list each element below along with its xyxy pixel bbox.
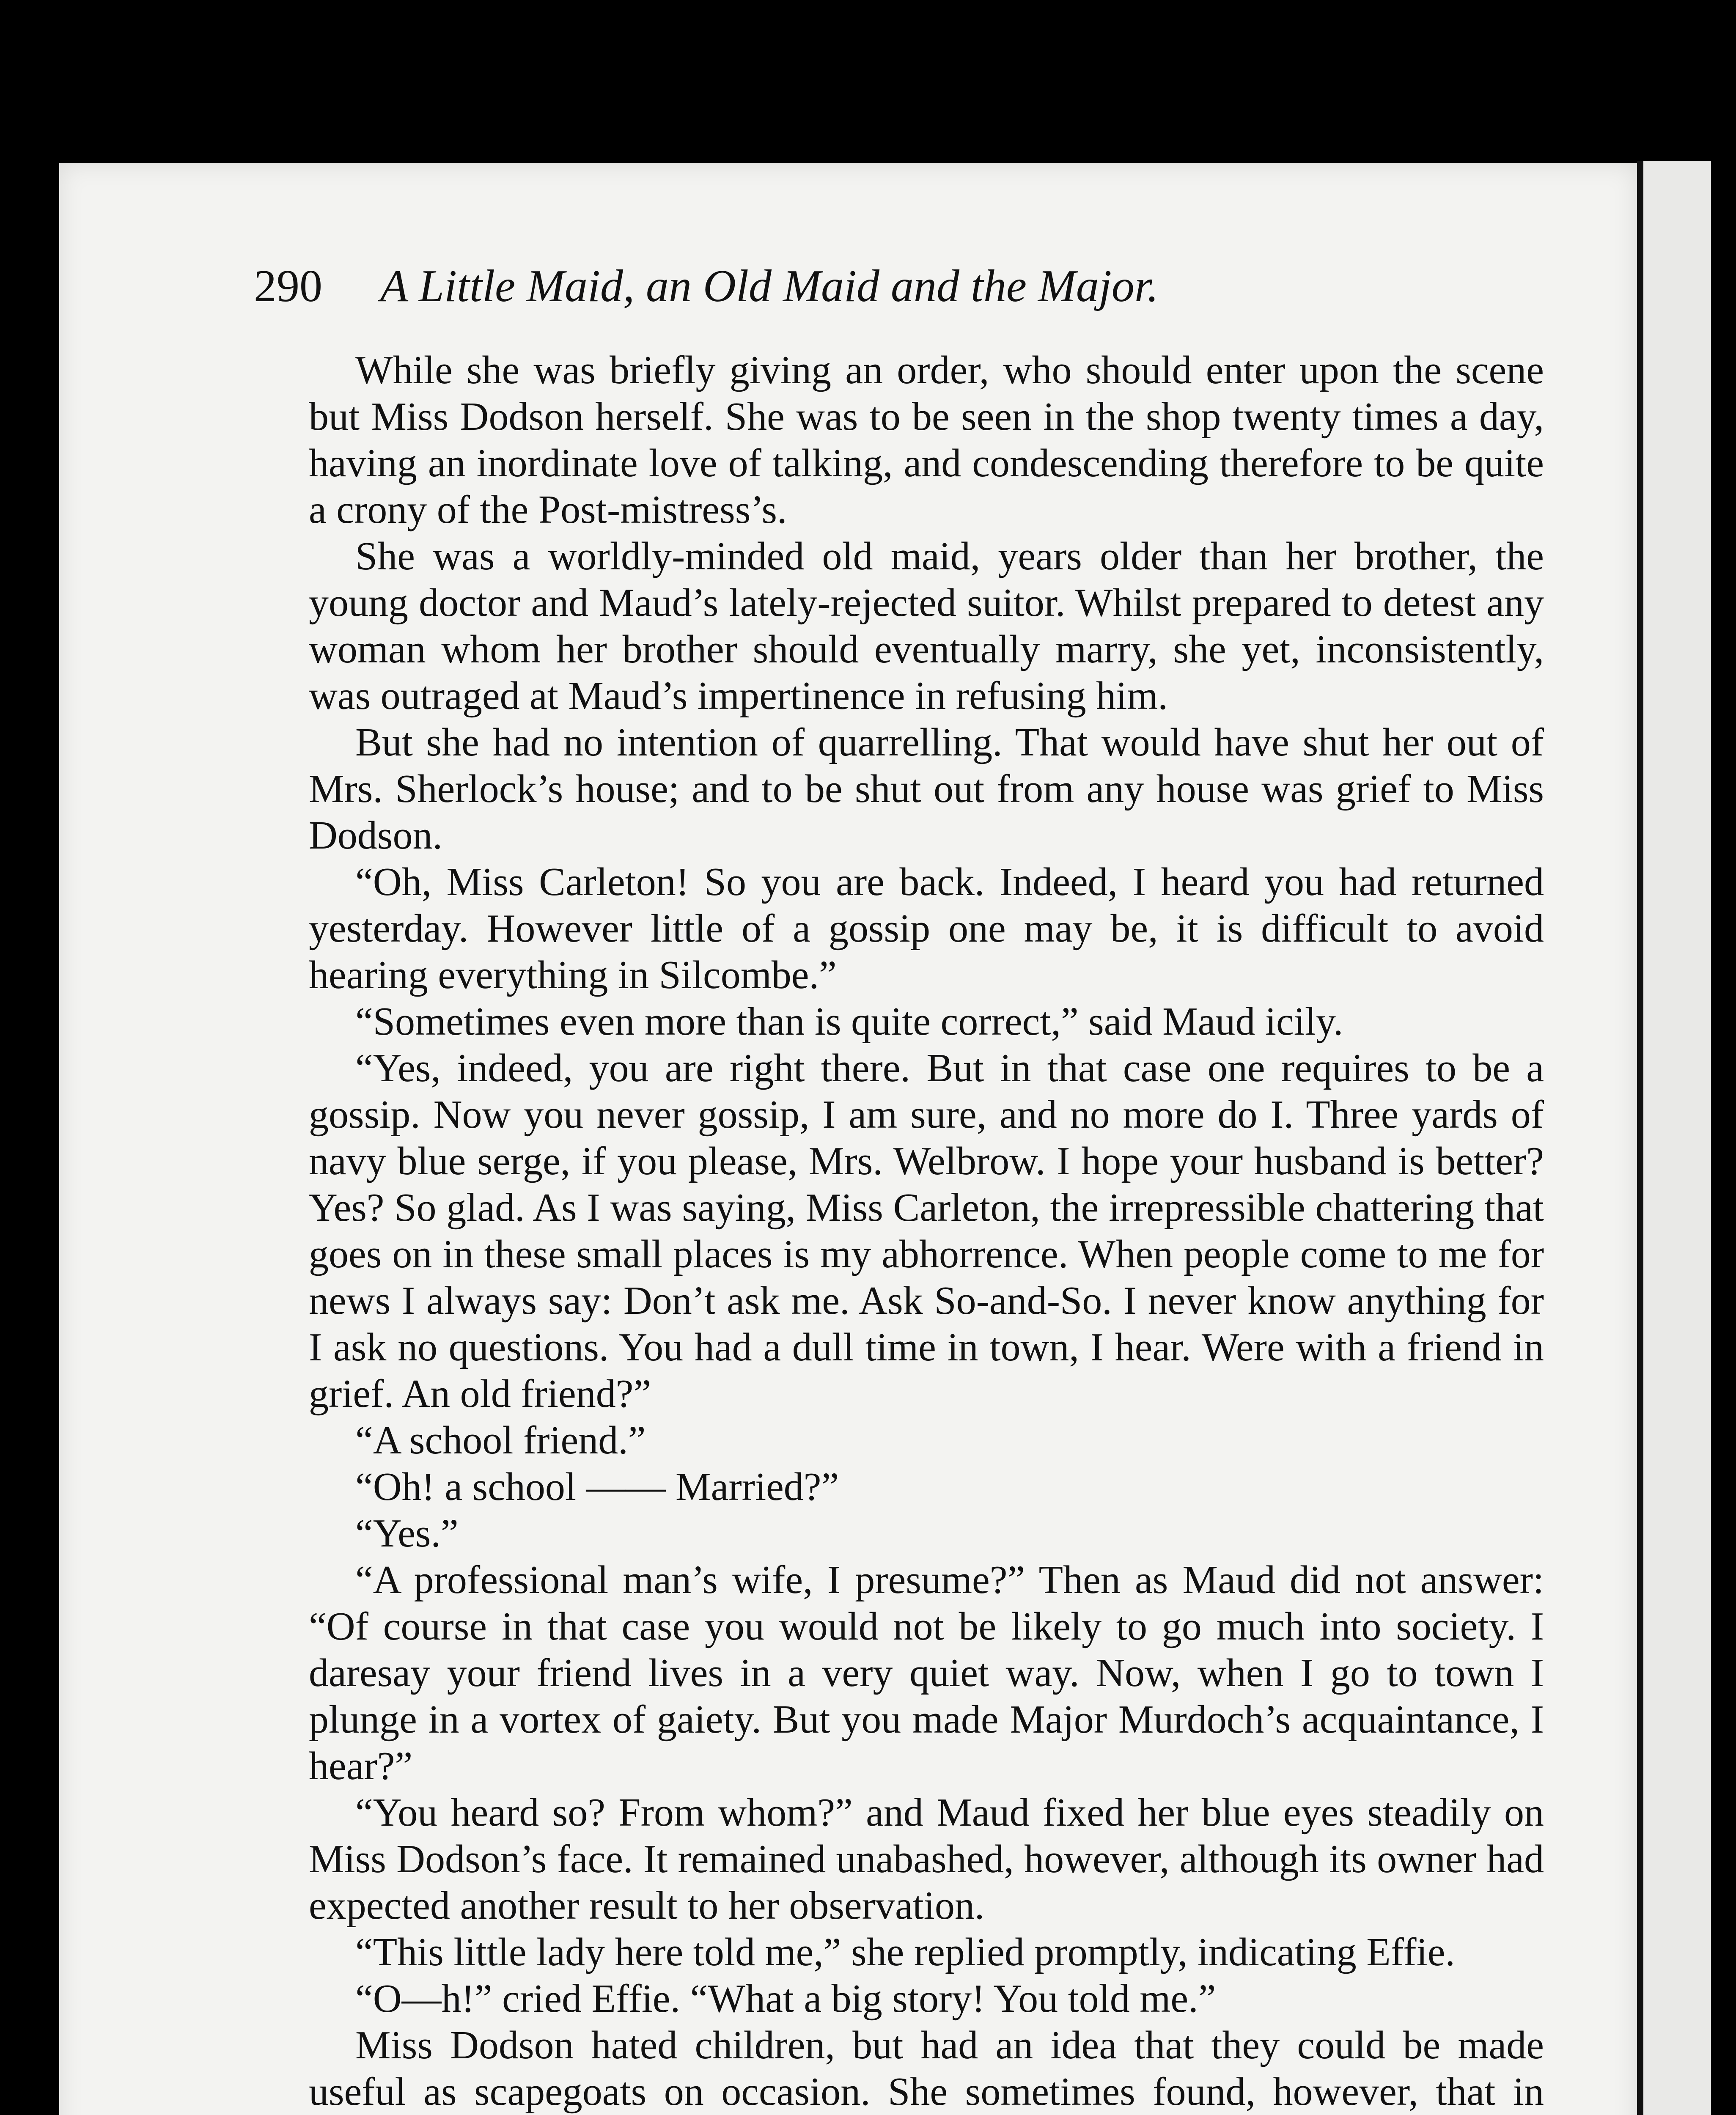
paragraph: But she had no intention of quarrelling. That would have shut her out of Mrs. Sherlock’s house; and to be shut out from any house was grief to Miss Dodson. <box>309 720 1544 857</box>
paragraph: “This little lady here told me,” she replied promptly, indicating Effie. <box>355 1930 1455 1974</box>
running-header <box>254 260 1396 313</box>
facing-page-edge <box>1643 161 1711 2115</box>
running-title: A Little Maid, an Old Maid and the Major. <box>380 261 1159 311</box>
paragraph: “Oh, Miss Carleton! So you are back. Indeed, I heard you had returned yesterday. However little of a gossip one may be, it is difficult to avoid hearing everything in Silcombe.” <box>309 860 1544 997</box>
paragraph: “Oh! a school —— Married?” <box>355 1465 839 1509</box>
body-text <box>309 347 1544 2115</box>
paragraph: “Yes, indeed, you are right there. But in that case one requires to be a gossip. Now you never gossip, I am sure, and no more do I. Three yards of navy blue serge, if you please, Mrs. Welbrow. I hope your husband is better? Yes? So glad. As I was saying, Miss Carleton, the irrepressible chattering that goes on in these small places is my abhorrence. When people come to me for news I always say: Don’t ask me. Ask So-and-So. I never know anything for I ask no questions. You had a dull time in town, I hear. Were with a friend in grief. An old friend?” <box>309 1046 1544 1416</box>
paragraph: “A school friend.” <box>355 1418 646 1462</box>
paragraph: “O—h!” cried Effie. “What a big story! You told me.” <box>355 1977 1216 2021</box>
paragraph: While she was briefly giving an order, who should enter upon the scene but Miss Dodson herself. She was to be seen in the shop twenty times a day, having an inordinate love of talking, and condescending therefore to be quite a crony of the Post-mistress’s. <box>309 348 1544 532</box>
paragraph: “A professional man’s wife, I presume?” Then as Maud did not answer: “Of course in that case you would not be likely to go much into society. I daresay your friend lives in a very quiet way. Now, when I go to town I plunge in a vortex of gaiety. But you made Major Murdoch’s acquaintance, I hear?” <box>309 1558 1544 1788</box>
paragraph: “You heard so? From whom?” and Maud fixed her blue eyes steadily on Miss Dodson’s face. It remained unabashed, however, although its owner had expected another result to her observation. <box>309 1791 1544 1928</box>
paragraph: “Yes.” <box>355 1511 459 1555</box>
page-number: 290 <box>254 261 322 311</box>
paragraph: “Sometimes even more than is quite correct,” said Maud icily. <box>355 1000 1343 1044</box>
paragraph: She was a worldly-minded old maid, years older than her brother, the young doctor and Maud’s lately-rejected suitor. Whilst prepared to detest any woman whom her brother should eventually marry, she yet, inconsistently, was outraged at Maud’s impertinence in refusing him. <box>309 534 1544 718</box>
paragraph: Miss Dodson hated children, but had an idea that they could be made useful as scapegoats on occasion. She sometimes found, however, that in <box>309 2023 1544 2114</box>
